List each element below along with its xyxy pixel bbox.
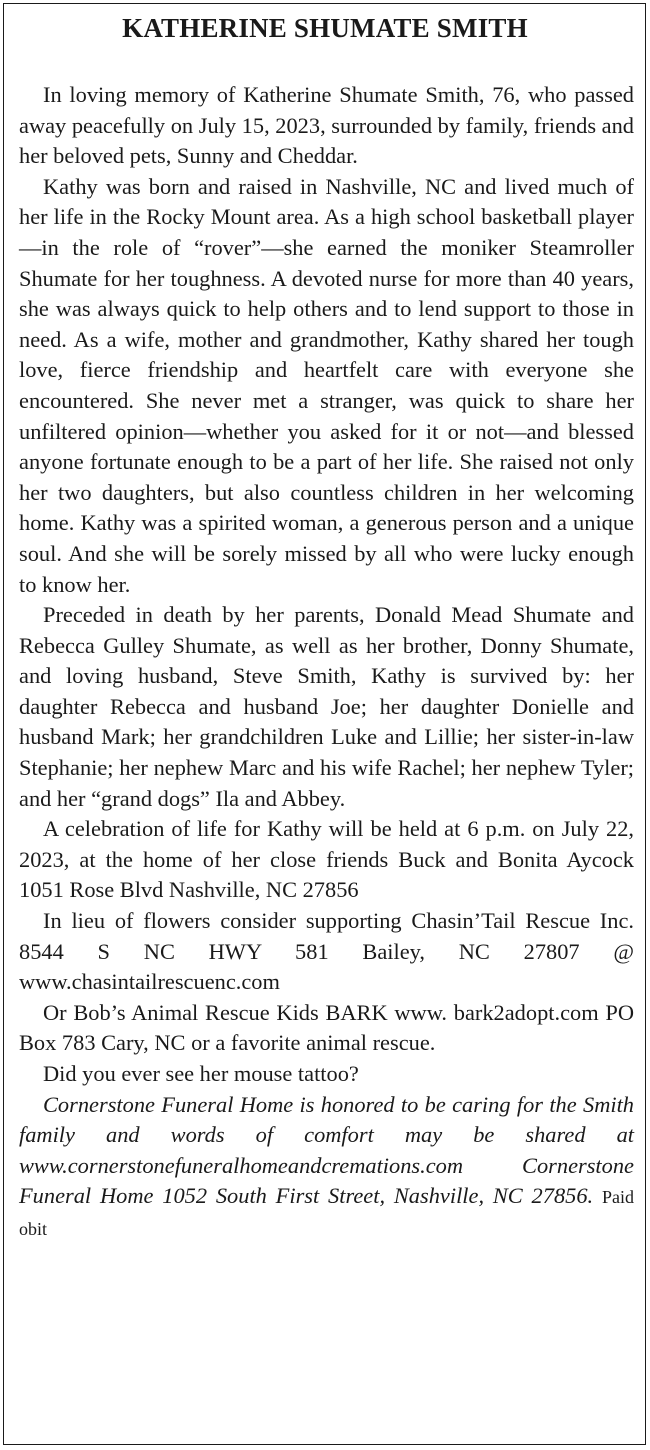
paid-obit-label: Paid obit bbox=[19, 1187, 634, 1239]
obituary-body bbox=[19, 80, 634, 1245]
paragraph-family: Preceded in death by her parents, Donald Mead Shumate and Rebecca Gulley Shumate, as well as her brother, Donny Shumate, and loving husband, Steve Smith, Kathy is survived by: her daughter Rebecca and husband Joe; her daughter Donielle and husband Mark; her grandchildren Luke and Lillie; her sister-in-law Stephanie; her nephew Marc and his wife Rachel; her nephew Tyler; and her “grand dogs” Ila and Abbey. bbox=[19, 602, 634, 811]
paragraph-biography: Kathy was born and raised in Nashville, NC and lived much of her life in the Rocky Mount area. As a high school basketball player—in the role of “rover”—she earned the moniker Steamroller Shumate for her toughness. A devoted nurse for more than 40 years, she was always quick to help others and to lend support to those in need. As a wife, mother and grandmother, Kathy shared her tough love, fierce friendship and heartfelt care with everyone she encountered. She never met a stranger, was quick to share her unfiltered opinion—whether you asked for it or not—and blessed anyone fortunate enough to be a part of her life. She raised not only her two daughters, but also countless children in her welcoming home. Kathy was a spirited woman, a generous person and a unique soul. And she will be sorely missed by all who were lucky enough to know her. bbox=[19, 173, 634, 597]
funeral-home-notice: Cornerstone Funeral Home is honored to be caring for the Smith family and words of comfort may be shared at www.cornerstonefuneralhomeandcremations.com Cornerstone Funeral Home 1052 South First Street, Nashville, NC 27856. bbox=[19, 1091, 634, 1209]
paragraph-tattoo: Did you ever see her mouse tattoo? bbox=[43, 1061, 359, 1086]
paragraph-memory: In loving memory of Katherine Shumate Smith, 76, who passed away peacefully on July 15, 2023, surrounded by family, friends and her beloved pets, Sunny and Cheddar. bbox=[19, 82, 634, 169]
paragraph-donation-bark: Or Bob’s Animal Rescue Kids BARK www. bark2adopt.com PO Box 783 Cary, NC or a favorite animal rescue. bbox=[19, 999, 634, 1056]
paragraph-funeral-home bbox=[19, 1090, 634, 1245]
paragraph-donation-chasintail: In lieu of flowers consider supporting Chasin’Tail Rescue Inc. 8544 S NC HWY 581 Bailey, NC 27807 @ www.chasintailrescuenc.com bbox=[19, 908, 634, 995]
paragraph-celebration: A celebration of life for Kathy will be held at 6 p.m. on July 22, 2023, at the home of her close friends Buck and Bonita Aycock 1051 Rose Blvd Nashville, NC 27856 bbox=[19, 816, 634, 903]
obituary-title: KATHERINE SHUMATE SMITH bbox=[122, 13, 528, 43]
